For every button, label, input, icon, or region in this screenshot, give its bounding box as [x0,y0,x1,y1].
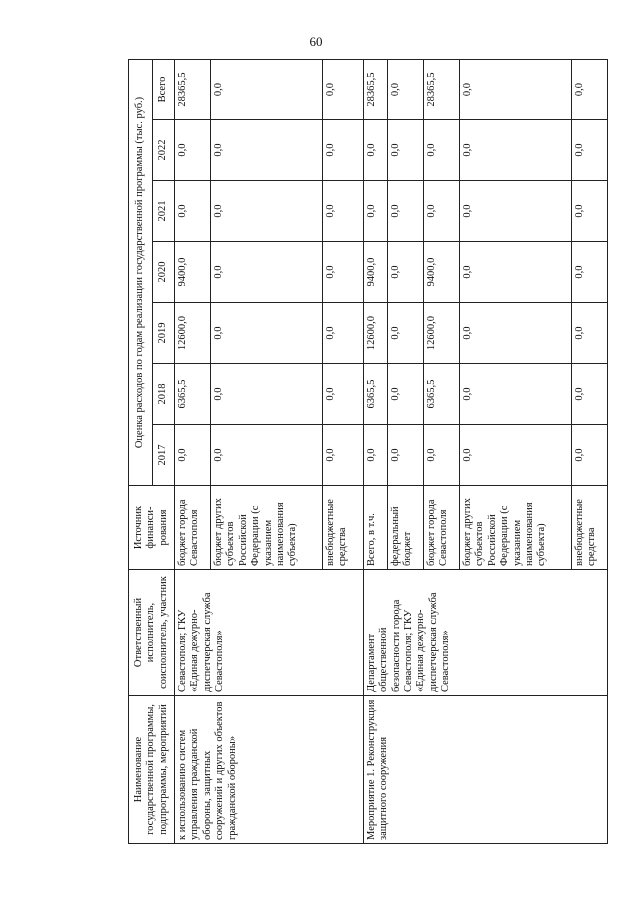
table-row [175,59,211,843]
year-value-cell: 9400,0 [175,242,211,303]
year-value-cell: 0,0 [211,364,323,425]
header-year: 2019 [153,303,175,364]
year-value-cell: 0,0 [322,425,363,486]
year-value-cell: 9400,0 [424,242,460,303]
program-name-cell: Мероприятие 1. Реконструкция защитного сооружения [363,696,607,844]
total-value-cell: 0,0 [387,59,423,119]
total-value-cell: 0,0 [211,59,323,119]
year-value-cell: 0,0 [322,242,363,303]
total-value-cell: 28365,5 [175,59,211,119]
header-source: Источник финанси-рования [129,486,175,570]
total-value-cell: 28365,5 [424,59,460,119]
year-value-cell: 0,0 [460,425,572,486]
responsible-cell: Севастополя; ГКУ «Единая дежурно-диспетчерская служба Севастополя» [175,570,364,696]
year-value-cell: 0,0 [571,181,607,242]
year-value-cell: 6365,5 [363,364,387,425]
page-number: 60 [309,34,323,49]
total-value-cell: 0,0 [322,59,363,119]
year-value-cell: 12600,0 [175,303,211,364]
year-value-cell: 12600,0 [363,303,387,364]
total-value-cell: 0,0 [460,59,572,119]
year-value-cell: 6365,5 [175,364,211,425]
table-body [175,59,608,843]
header-year: 2018 [153,364,175,425]
header-year: 2017 [153,425,175,486]
year-value-cell: 0,0 [175,120,211,181]
year-value-cell: 0,0 [322,303,363,364]
funding-source-cell: бюджет города Севастополя [175,486,211,570]
year-value-cell: 0,0 [211,303,323,364]
year-value-cell: 0,0 [571,242,607,303]
year-value-cell: 6365,5 [424,364,460,425]
table-row [363,59,387,843]
year-value-cell: 0,0 [460,303,572,364]
header-name: Наименование государственной программы, подпрограммы, мероприятий [129,696,175,844]
year-value-cell: 0,0 [387,364,423,425]
year-value-cell: 0,0 [175,425,211,486]
header-year: 2022 [153,120,175,181]
year-value-cell: 0,0 [460,364,572,425]
header-responsible: Ответственный исполнитель, соисполнитель, участник [129,570,175,696]
year-value-cell: 0,0 [460,242,572,303]
year-value-cell: 0,0 [211,242,323,303]
total-value-cell: 28365,5 [363,59,387,119]
header-estimate: Оценка расходов по годам реализации государственной программы (тыс. руб.) [129,59,153,485]
responsible-cell: Департамент общественной безопасности города Севастополя; ГКУ «Единая дежурно-диспетчерская служба Севастополя» [363,570,607,696]
year-value-cell: 0,0 [211,120,323,181]
funding-source-cell: Всего, в т.ч. [363,486,387,570]
year-value-cell: 0,0 [175,181,211,242]
year-value-cell: 9400,0 [363,242,387,303]
funding-source-cell: федеральный бюджет [387,486,423,570]
budget-table [128,59,608,844]
year-value-cell: 0,0 [387,181,423,242]
rotated-table-container [128,60,608,844]
year-value-cell: 12600,0 [424,303,460,364]
year-value-cell: 0,0 [460,120,572,181]
year-value-cell: 0,0 [211,181,323,242]
year-value-cell: 0,0 [387,303,423,364]
header-year: 2021 [153,181,175,242]
year-value-cell: 0,0 [571,120,607,181]
funding-source-cell: бюджет города Севастополя [424,486,460,570]
funding-source-cell: бюджет других субъектов Российской Федерации (с указанием наименования субъекта) [211,486,323,570]
year-value-cell: 0,0 [322,364,363,425]
year-value-cell: 0,0 [424,181,460,242]
year-value-cell: 0,0 [571,303,607,364]
year-value-cell: 0,0 [363,181,387,242]
year-value-cell: 0,0 [322,120,363,181]
year-value-cell: 0,0 [363,425,387,486]
year-value-cell: 0,0 [571,425,607,486]
year-value-cell: 0,0 [460,181,572,242]
year-value-cell: 0,0 [322,181,363,242]
funding-source-cell: внебюджетные средства [571,486,607,570]
year-value-cell: 0,0 [387,425,423,486]
header-total: Всего [153,59,175,119]
year-value-cell: 0,0 [387,242,423,303]
year-value-cell: 0,0 [424,120,460,181]
header-year: 2020 [153,242,175,303]
year-value-cell: 0,0 [424,425,460,486]
year-value-cell: 0,0 [363,120,387,181]
funding-source-cell: внебюджетные средства [322,486,363,570]
year-value-cell: 0,0 [211,425,323,486]
program-name-cell: к использованию систем управления гражданской обороны, защитных сооружений и других объектов гражданской обороны» [175,696,364,844]
year-value-cell: 0,0 [571,364,607,425]
funding-source-cell: бюджет других субъектов Российской Федерации (с указанием наименования субъекта) [460,486,572,570]
year-value-cell: 0,0 [387,120,423,181]
total-value-cell: 0,0 [571,59,607,119]
